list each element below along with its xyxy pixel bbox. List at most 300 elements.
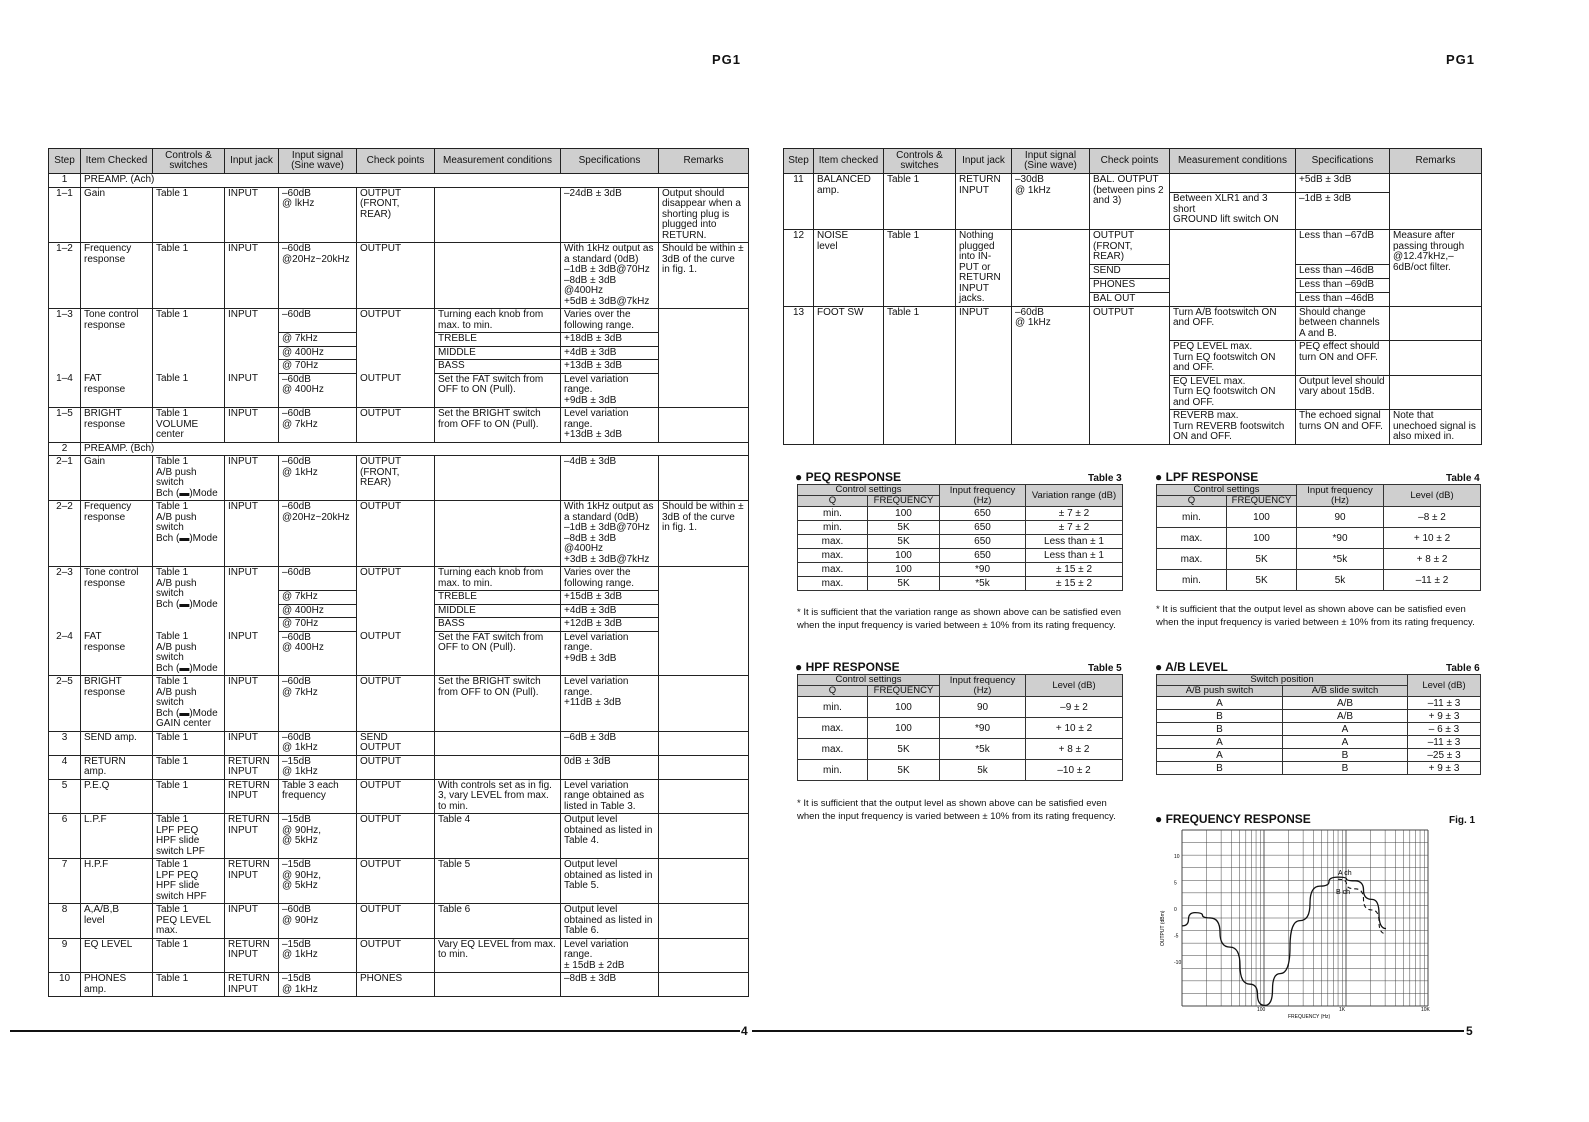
step: 5 <box>49 779 81 814</box>
input-jack: INPUT <box>225 408 279 443</box>
conditions <box>435 187 561 243</box>
table-row <box>49 904 749 939</box>
conditions: PEQ LEVEL max. Turn EQ footswitch ON and OFF. <box>1170 341 1296 376</box>
remarks: Should be within ± 3dB of the curve in fig. 1. <box>659 501 749 567</box>
cell: max. <box>798 577 868 591</box>
sub-signal: @ 7kHz <box>279 333 357 347</box>
cell: A <box>1157 749 1283 762</box>
conditions: Vary EQ LEVEL from max. to min. <box>435 938 561 973</box>
cell: max. <box>798 549 868 563</box>
table-row <box>49 938 749 973</box>
sub-condition: TREBLE <box>435 333 561 347</box>
peq-hf: FREQUENCY <box>868 496 940 507</box>
item-checked: Frequency response <box>81 243 153 309</box>
sub-condition: BASS <box>435 618 561 632</box>
ab-title: ● A/B LEVEL <box>1155 660 1228 674</box>
cell: max. <box>1157 528 1227 549</box>
remarks <box>659 814 749 859</box>
table-row <box>784 230 1482 265</box>
hdr-check: Check points <box>357 149 435 174</box>
check-points: OUTPUT <box>357 755 435 779</box>
input-signal: Table 3 each frequency <box>279 779 357 814</box>
cell: 5K <box>868 535 940 549</box>
input-jack: INPUT <box>956 306 1012 444</box>
conditions <box>1170 230 1296 307</box>
input-jack: RETURN INPUT <box>956 174 1012 230</box>
cell: A <box>1157 736 1283 749</box>
item-checked: Frequency response <box>81 501 153 567</box>
check-points: OUTPUT <box>357 309 435 374</box>
table-row <box>49 731 749 755</box>
check-points: OUTPUT <box>357 408 435 443</box>
sub-condition: MIDDLE <box>435 604 561 618</box>
chart-grid <box>1182 830 1428 1006</box>
table-row <box>49 408 749 443</box>
peq-note: * It is sufficient that the variation range as shown above can be satisfied even when the input frequency is varied between ± 10% from its rating frequency. <box>797 607 1122 631</box>
conditions: Set the BRIGHT switch from OFF to ON (Pull). <box>435 676 561 732</box>
specifications: PEQ effect should turn ON and OFF. <box>1296 341 1390 376</box>
rhdr-check: Check points <box>1090 149 1170 174</box>
cell: 5k <box>940 760 1026 781</box>
hpf-h3: Level (dB) <box>1026 675 1123 697</box>
input-signal: –60dB @ 7kHz <box>279 408 357 443</box>
freq-title: ● FREQUENCY RESPONSE <box>1155 812 1311 826</box>
step: 11 <box>784 174 814 230</box>
cell: + 8 ± 2 <box>1384 549 1481 570</box>
conditions: REVERB max. Turn REVERB footswitch ON and OFF. <box>1170 410 1296 445</box>
sub-condition: TREBLE <box>435 591 561 605</box>
page-number-left: 4 <box>741 1024 748 1038</box>
table-row <box>49 973 749 997</box>
check-points: SEND <box>1090 265 1170 279</box>
specifications: Output level obtained as listed in Table 4. <box>561 814 659 859</box>
cell: ± 15 ± 2 <box>1026 577 1123 591</box>
item-checked: Gain <box>81 187 153 243</box>
cell: 5k <box>1297 570 1384 591</box>
table-row <box>1157 723 1481 736</box>
item-checked: PHONES amp. <box>81 973 153 997</box>
step: 2–5 <box>49 676 81 732</box>
table-row <box>49 779 749 814</box>
cell: B <box>1283 749 1408 762</box>
sub-signal: @ 70Hz <box>279 618 357 632</box>
freq-label: Fig. 1 <box>1449 815 1476 826</box>
specifications: Level variation range. +11dB ± 3dB <box>561 676 659 732</box>
input-jack: INPUT <box>225 243 279 309</box>
input-signal: –60dB @ 400Hz <box>279 631 357 676</box>
hdr-item: Item Checked <box>81 149 153 174</box>
sub-spec: +15dB ± 3dB <box>561 591 659 605</box>
controls: Table 1 <box>153 309 225 374</box>
bottom-rule-right <box>752 1030 1464 1032</box>
cell: + 9 ± 3 <box>1408 762 1481 775</box>
table-row <box>49 814 749 859</box>
cell: min. <box>798 697 868 718</box>
cell: B <box>1157 762 1283 775</box>
controls: Table 1 VOLUME center <box>153 408 225 443</box>
controls: Table 1 <box>884 174 956 230</box>
input-jack: RETURN INPUT <box>225 859 279 904</box>
remarks <box>1390 174 1482 230</box>
input-jack: INPUT <box>225 676 279 732</box>
specifications: Should change between channels A and B. <box>1296 306 1390 341</box>
remarks <box>659 859 749 904</box>
item-checked: BALANCED amp. <box>814 174 884 230</box>
x-tick-label: 100 <box>1257 1007 1266 1013</box>
y-tick-label: 10 <box>1174 854 1180 860</box>
controls: Table 1 <box>153 973 225 997</box>
input-jack: INPUT <box>225 187 279 243</box>
conditions <box>435 731 561 755</box>
table-row <box>798 697 1123 718</box>
table-row <box>1157 736 1481 749</box>
controls: Table 1 <box>884 230 956 307</box>
specifications: Varies over the following range. <box>561 309 659 333</box>
ab-h2: Level (dB) <box>1408 675 1481 697</box>
table-row <box>49 309 749 333</box>
cell: –9 ± 2 <box>1026 697 1123 718</box>
remarks <box>1390 306 1482 341</box>
x-tick-label: 1K <box>1339 1007 1346 1013</box>
specifications: Less than –46dB <box>1296 292 1390 306</box>
check-points: OUTPUT <box>357 676 435 732</box>
specifications: Less than –67dB <box>1296 230 1390 265</box>
step: 2–3 <box>49 567 81 632</box>
specifications: –24dB ± 3dB <box>561 187 659 243</box>
check-points: OUTPUT (FRONT, REAR) <box>357 187 435 243</box>
specifications: –4dB ± 3dB <box>561 456 659 501</box>
input-signal: –60dB <box>279 567 357 591</box>
input-signal <box>1012 230 1090 307</box>
step: 4 <box>49 755 81 779</box>
cell: + 10 ± 2 <box>1384 528 1481 549</box>
input-signal: –60dB @ 90Hz <box>279 904 357 939</box>
remarks: Output should disappear when a shorting plug is plugged into RETURN. <box>659 187 749 243</box>
cell: –11 ± 3 <box>1408 736 1481 749</box>
item-checked: SEND amp. <box>81 731 153 755</box>
check-points: PHONES <box>357 973 435 997</box>
hdr-jack: Input jack <box>225 149 279 174</box>
check-points: OUTPUT (FRONT, REAR) <box>1090 230 1170 265</box>
cell: –10 ± 2 <box>1026 760 1123 781</box>
freq-title-text: FREQUENCY RESPONSE <box>1165 812 1311 826</box>
specifications: Output level should vary about 15dB. <box>1296 375 1390 410</box>
specifications: The echoed signal turns ON and OFF. <box>1296 410 1390 445</box>
remarks: Measure after passing through @12.47kHz,–6dB/oct filter. <box>1390 230 1482 307</box>
table-row <box>1157 710 1481 723</box>
controls: Table 1 <box>153 731 225 755</box>
sub-signal: @ 400Hz <box>279 604 357 618</box>
sub-spec: +13dB ± 3dB <box>561 360 659 374</box>
cell: B <box>1157 723 1283 736</box>
sub-spec: +4dB ± 3dB <box>561 346 659 360</box>
remarks <box>659 904 749 939</box>
cell: *90 <box>940 563 1026 577</box>
ab-table <box>1156 674 1481 775</box>
cell: A/B <box>1283 697 1408 710</box>
check-points: PHONES <box>1090 278 1170 292</box>
specifications: Level variation range. +9dB ± 3dB <box>561 631 659 676</box>
remarks <box>659 779 749 814</box>
check-points: OUTPUT <box>357 814 435 859</box>
specifications: –1dB ± 3dB <box>1296 193 1390 230</box>
table-row <box>49 859 749 904</box>
hpf-hq: Q <box>798 686 868 697</box>
table-row <box>1157 762 1481 775</box>
table-row <box>784 174 1482 193</box>
check-points: OUTPUT <box>357 501 435 567</box>
section-row <box>49 174 749 188</box>
check-points: OUTPUT <box>357 567 435 632</box>
cell: A <box>1283 736 1408 749</box>
cell: 100 <box>1227 528 1297 549</box>
cell: B <box>1157 710 1283 723</box>
item-checked: A,A/B,B level <box>81 904 153 939</box>
conditions: EQ LEVEL max. Turn EQ footswitch ON and OFF. <box>1170 375 1296 410</box>
ab-label: Table 6 <box>1446 663 1480 674</box>
item-checked: Tone control response <box>81 309 153 374</box>
specifications: Varies over the following range. <box>561 567 659 591</box>
item-checked: BRIGHT response <box>81 408 153 443</box>
peq-title: ● PEQ RESPONSE <box>795 470 901 484</box>
cell: 650 <box>940 507 1026 521</box>
peq-title-text: PEQ RESPONSE <box>805 470 901 484</box>
y-tick-label: 5 <box>1174 880 1177 887</box>
conditions <box>435 755 561 779</box>
check-points: BAL. OUTPUT (between pins 2 and 3) <box>1090 174 1170 230</box>
table-row <box>798 760 1123 781</box>
cell: 5K <box>868 521 940 535</box>
step: 6 <box>49 814 81 859</box>
input-jack: Nothing plugged into IN- PUT or RETURN INPUT jacks. <box>956 230 1012 307</box>
remarks <box>659 973 749 997</box>
input-signal: –30dB @ 1kHz <box>1012 174 1090 230</box>
ab-hp: A/B push switch <box>1157 686 1283 697</box>
lpf-note: * It is sufficient that the output level as shown above can be satisfied even when the input frequency is varied between ± 10% from its rating frequency. <box>1156 604 1475 628</box>
table-row <box>1157 749 1481 762</box>
hdr-remarks: Remarks <box>659 149 749 174</box>
check-points: OUTPUT <box>357 631 435 676</box>
cell: max. <box>798 535 868 549</box>
rhdr-item: Item checked <box>814 149 884 174</box>
step: 1–3 <box>49 309 81 374</box>
specifications: With 1kHz output as a standard (0dB) –1dB ± 3dB@70Hz –8dB ± 3dB @400Hz +5dB ± 3dB@7kHz <box>561 243 659 309</box>
specifications: Output level obtained as listed in Table 5. <box>561 859 659 904</box>
cell: min. <box>798 507 868 521</box>
specifications: Level variation range. +13dB ± 3dB <box>561 408 659 443</box>
specifications: With 1kHz output as a standard (0dB) –1dB ± 3dB@70Hz –8dB ± 3dB @400Hz +3dB ± 3dB@7kHz <box>561 501 659 567</box>
lpf-h2: Input frequency (Hz) <box>1297 485 1384 507</box>
cell: 100 <box>868 549 940 563</box>
cell: A/B <box>1283 710 1408 723</box>
cell: *5k <box>1297 549 1384 570</box>
check-points: OUTPUT (FRONT, REAR) <box>357 456 435 501</box>
cell: –25 ± 3 <box>1408 749 1481 762</box>
cell: A <box>1283 723 1408 736</box>
remarks <box>659 676 749 732</box>
controls: Table 1 PEQ LEVEL max. <box>153 904 225 939</box>
remarks <box>659 567 749 632</box>
sub-signal: @ 70Hz <box>279 360 357 374</box>
hdr-step: Step <box>49 149 81 174</box>
step: 9 <box>49 938 81 973</box>
check-points: BAL OUT <box>1090 292 1170 306</box>
cell: min. <box>798 760 868 781</box>
input-signal: –60dB @20Hz~20kHz <box>279 243 357 309</box>
hpf-label: Table 5 <box>1088 663 1122 674</box>
cell: max. <box>798 563 868 577</box>
remarks <box>1390 341 1482 376</box>
input-jack: INPUT <box>225 309 279 374</box>
input-jack: RETURN INPUT <box>225 973 279 997</box>
bottom-rule-left <box>10 1030 740 1032</box>
lpf-hq: Q <box>1157 496 1227 507</box>
item-checked: EQ LEVEL <box>81 938 153 973</box>
cell: + 8 ± 2 <box>1026 739 1123 760</box>
input-jack: INPUT <box>225 731 279 755</box>
cell: 5K <box>868 577 940 591</box>
hdr-cond: Measurement conditions <box>435 149 561 174</box>
check-points: OUTPUT <box>357 938 435 973</box>
conditions: Table 5 <box>435 859 561 904</box>
input-jack: RETURN INPUT <box>225 779 279 814</box>
cell: – 6 ± 3 <box>1408 723 1481 736</box>
table-row <box>798 739 1123 760</box>
table-row <box>1157 697 1481 710</box>
check-points: OUTPUT <box>357 904 435 939</box>
cell: 650 <box>940 549 1026 563</box>
check-points: SEND OUTPUT <box>357 731 435 755</box>
step: 1–5 <box>49 408 81 443</box>
item-checked: FAT response <box>81 631 153 676</box>
peq-label: Table 3 <box>1088 473 1122 484</box>
sub-condition: BASS <box>435 360 561 374</box>
rhdr-step: Step <box>784 149 814 174</box>
remarks <box>1390 375 1482 410</box>
input-jack: INPUT <box>225 456 279 501</box>
input-jack: RETURN INPUT <box>225 755 279 779</box>
check-points: OUTPUT <box>357 243 435 309</box>
controls: Table 1 <box>153 755 225 779</box>
step: 1–2 <box>49 243 81 309</box>
controls: Table 1 A/B push switch Bch (▬)Mode <box>153 567 225 632</box>
sub-spec: +4dB ± 3dB <box>561 604 659 618</box>
cell: –11 ± 3 <box>1408 697 1481 710</box>
controls: Table 1 A/B push switch Bch (▬)Mode GAIN center <box>153 676 225 732</box>
table-row <box>1157 507 1481 528</box>
x-tick-label: 10K <box>1421 1007 1430 1013</box>
left-spec-table <box>48 148 749 997</box>
item-checked: FAT response <box>81 373 153 408</box>
sub-spec: +18dB ± 3dB <box>561 333 659 347</box>
step: 2–4 <box>49 631 81 676</box>
hdr-signal: Input signal (Sine wave) <box>279 149 357 174</box>
cell: min. <box>798 521 868 535</box>
cell: min. <box>1157 507 1227 528</box>
input-jack: INPUT <box>225 373 279 408</box>
sub-signal: @ 400Hz <box>279 346 357 360</box>
cell: 5K <box>868 739 940 760</box>
cell: *5k <box>940 739 1026 760</box>
remarks: Should be within ± 3dB of the curve in fig. 1. <box>659 243 749 309</box>
specifications: +5dB ± 3dB <box>1296 174 1390 193</box>
lpf-label: Table 4 <box>1446 473 1480 484</box>
cell: 100 <box>868 718 940 739</box>
hpf-table <box>797 674 1123 781</box>
table-row <box>798 535 1123 549</box>
controls: Table 1 <box>153 187 225 243</box>
item-checked: BRIGHT response <box>81 676 153 732</box>
cell: 5K <box>1227 570 1297 591</box>
ab-hs: A/B slide switch <box>1283 686 1408 697</box>
cell: ± 7 ± 2 <box>1026 521 1123 535</box>
rhdr-spec: Specifications <box>1296 149 1390 174</box>
specifications: Less than –46dB <box>1296 265 1390 279</box>
controls: Table 1 LPF PEQ HPF slide switch LPF <box>153 814 225 859</box>
input-jack: INPUT <box>225 631 279 676</box>
section-number: 2 <box>49 442 81 456</box>
remarks <box>659 309 749 374</box>
controls: Table 1 A/B push switch Bch (▬)Mode <box>153 631 225 676</box>
rhdr-jack: Input jack <box>956 149 1012 174</box>
y-tick-label: -5 <box>1174 933 1179 940</box>
ab-h1: Switch position <box>1157 675 1408 686</box>
rhdr-remarks: Remarks <box>1390 149 1482 174</box>
frequency-response-chart <box>1150 828 1430 1023</box>
cell: Less than ± 1 <box>1026 549 1123 563</box>
input-signal: –60dB @ 7kHz <box>279 676 357 732</box>
left-header-row <box>49 149 749 174</box>
lpf-title: ● LPF RESPONSE <box>1155 470 1259 484</box>
peq-h2: Input frequency (Hz) <box>940 485 1026 507</box>
sub-spec: +12dB ± 3dB <box>561 618 659 632</box>
lpf-h1: Control settings <box>1157 485 1297 496</box>
label-ach: A ch <box>1338 870 1352 877</box>
item-checked: RETURN amp. <box>81 755 153 779</box>
conditions: Turning each knob from max. to min. <box>435 309 561 333</box>
peq-table <box>797 484 1123 591</box>
check-points: OUTPUT <box>1090 306 1170 444</box>
conditions: Turning each knob from max. to min. <box>435 567 561 591</box>
section-number: 1 <box>49 174 81 188</box>
step: 13 <box>784 306 814 444</box>
cell: 100 <box>868 507 940 521</box>
step: 12 <box>784 230 814 307</box>
table-row <box>49 567 749 591</box>
item-checked: Gain <box>81 456 153 501</box>
conditions <box>435 973 561 997</box>
input-signal: –60dB <box>279 309 357 333</box>
remarks <box>659 938 749 973</box>
hpf-h1: Control settings <box>798 675 940 686</box>
cell: max. <box>1157 549 1227 570</box>
check-points: OUTPUT <box>357 779 435 814</box>
controls: Table 1 LPF PEQ HPF slide switch HPF <box>153 859 225 904</box>
table-row <box>798 549 1123 563</box>
table-row <box>784 306 1482 341</box>
section-title: PREAMP. (Bch) <box>81 442 749 456</box>
input-signal: –60dB @ 1kHz <box>279 731 357 755</box>
table-row <box>798 577 1123 591</box>
input-signal: –60dB @ 1kHz <box>279 456 357 501</box>
ab-title-text: A/B LEVEL <box>1165 660 1228 674</box>
step: 8 <box>49 904 81 939</box>
item-checked: FOOT SW <box>814 306 884 444</box>
conditions: Set the FAT switch from OFF to ON (Pull). <box>435 631 561 676</box>
specifications: Level variation range obtained as listed in Table 3. <box>561 779 659 814</box>
table-row <box>49 456 749 501</box>
section-title: PREAMP. (Ach) <box>81 174 749 188</box>
